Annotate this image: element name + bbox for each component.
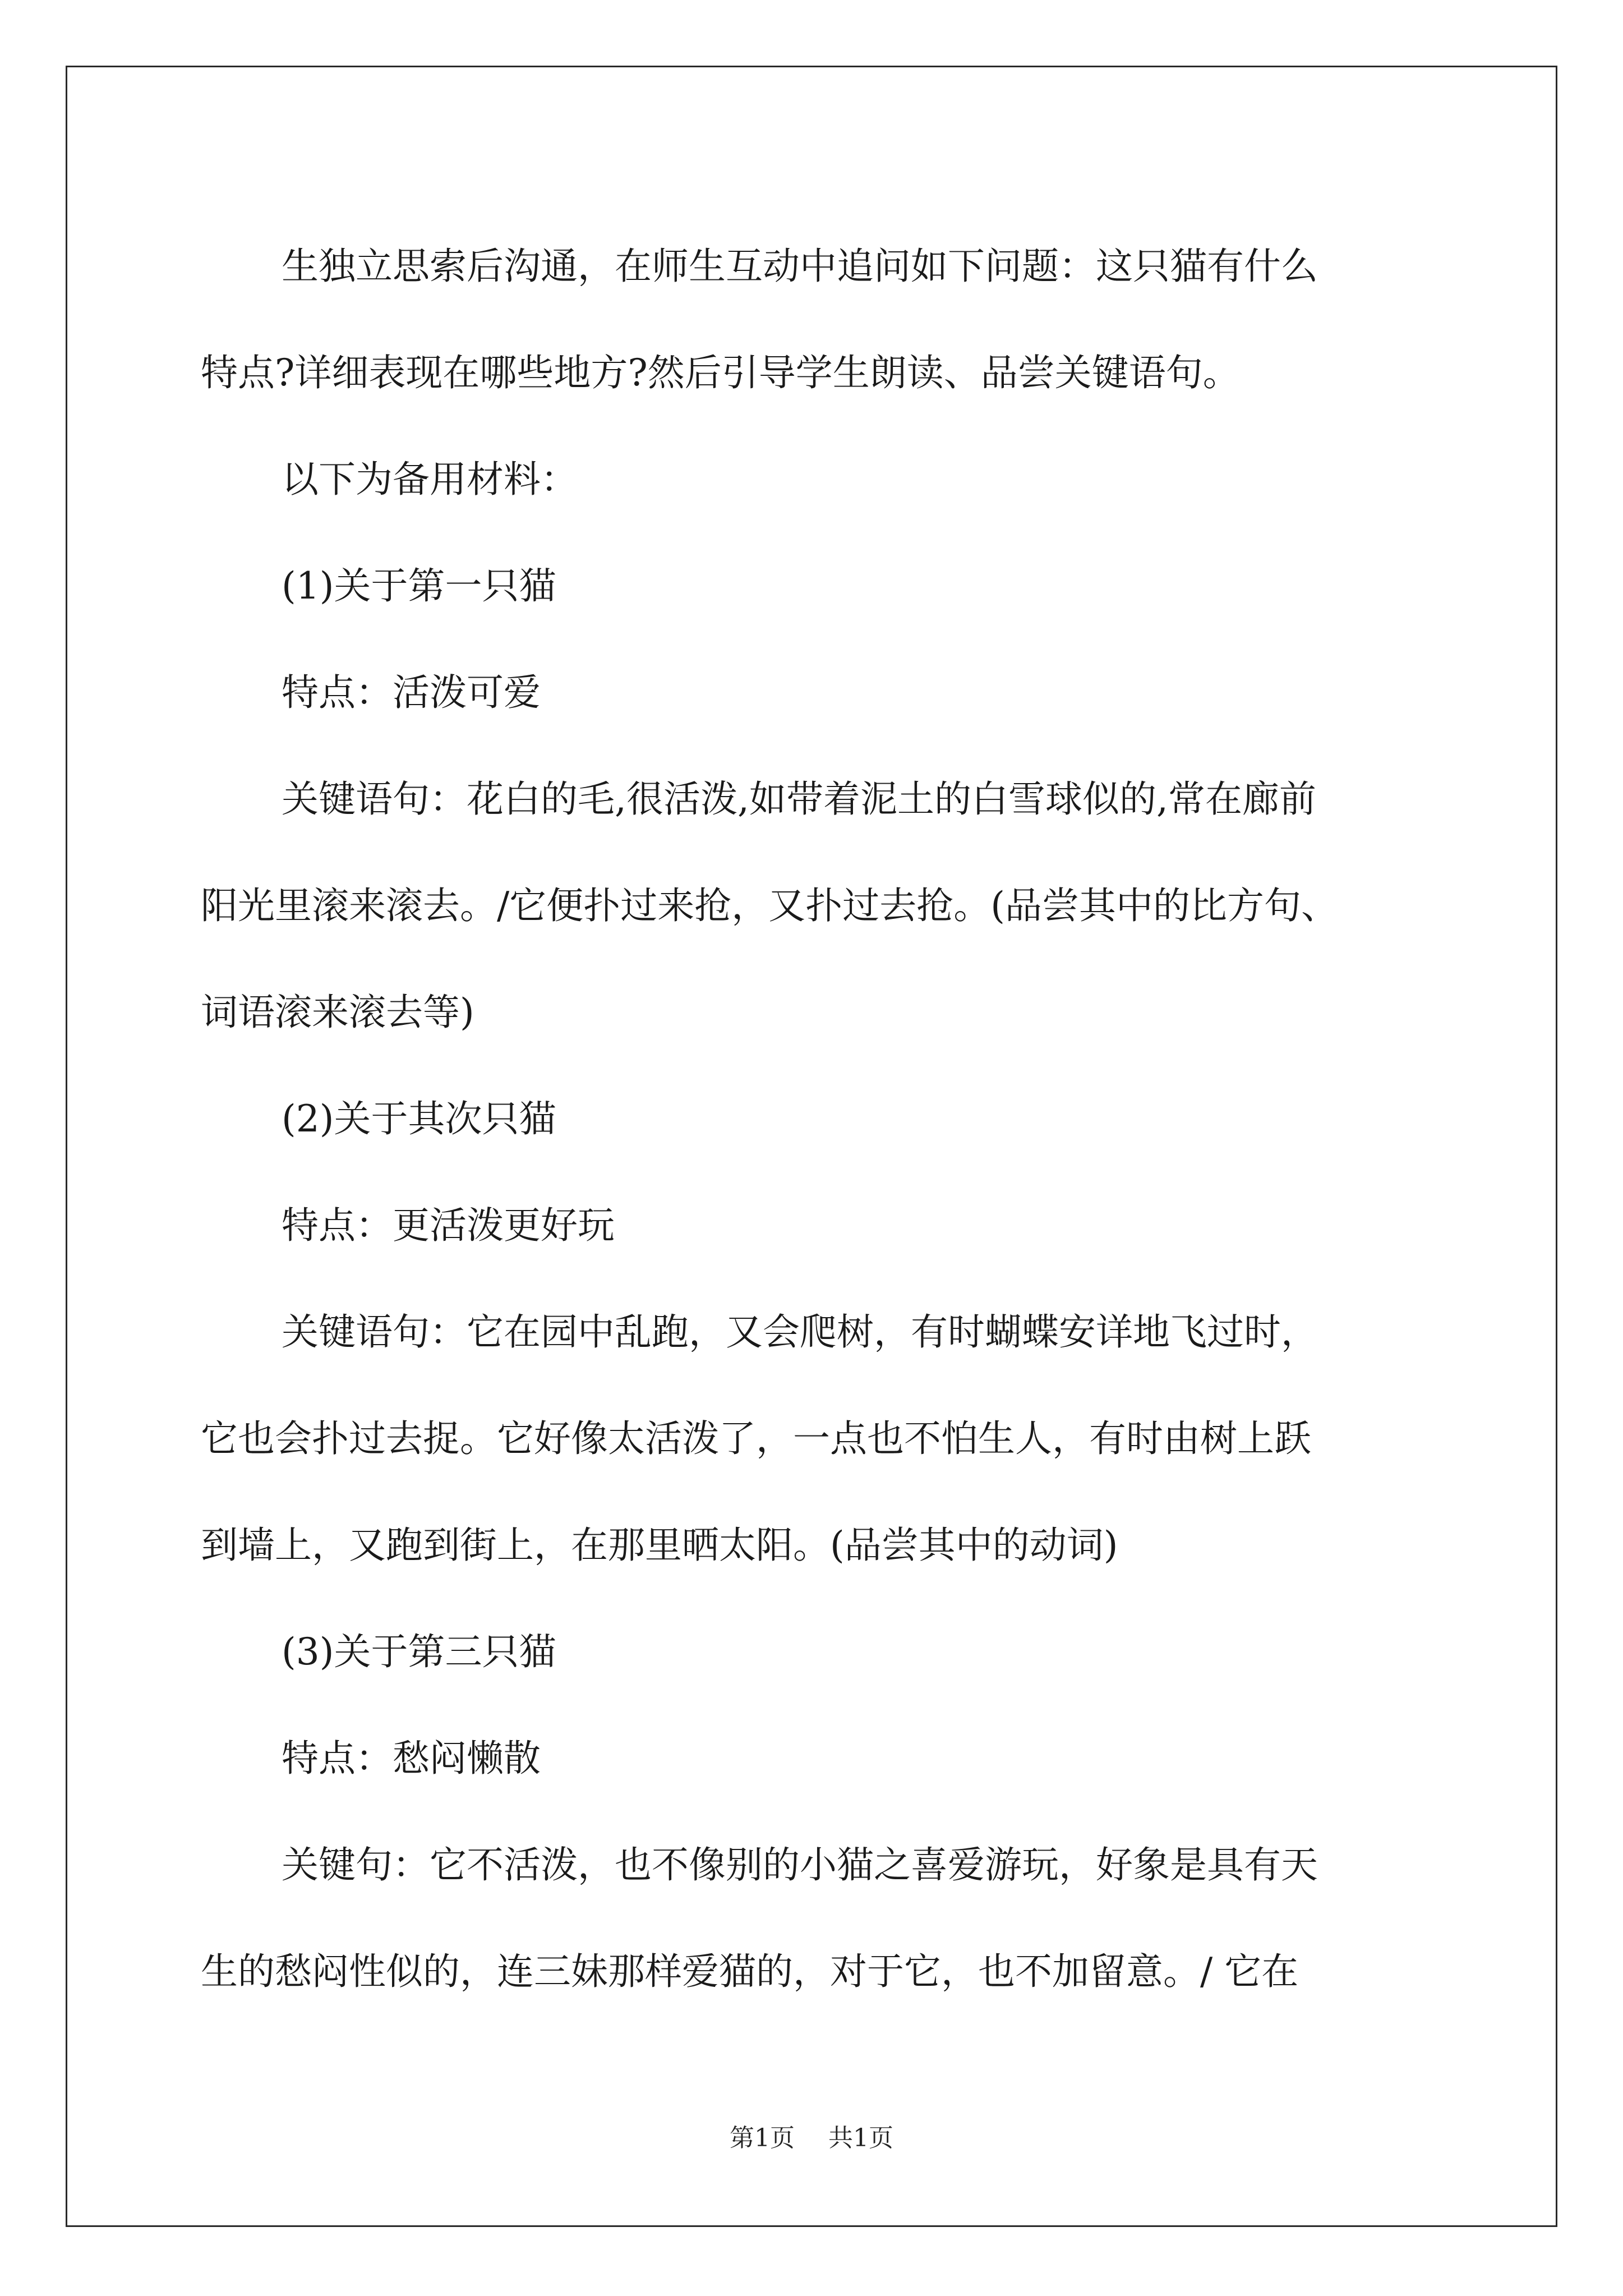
page-number: 第1页: [730, 2124, 795, 2152]
paragraph-line: 特点：愁闷懒散: [282, 1737, 541, 1780]
paragraph-line: 关键语句：花白的毛,很活泼,如带着泥土的白雪球似的,常在廊前: [282, 777, 1316, 821]
section-heading: (3)关于第三只猫: [282, 1630, 556, 1673]
page-total: 共1页: [828, 2124, 893, 2152]
paragraph-line: 生的愁闷性似的，连三妹那样爱猫的，对于它，也不加留意。/ 它在: [201, 1950, 1299, 1993]
paragraph-line: 以下为备用材料：: [282, 458, 578, 501]
paragraph-line: 关键句：它不活泼，也不像别的小猫之喜爱游玩，好象是具有天: [282, 1843, 1318, 1887]
paragraph-line: 特点：活泼可爱: [282, 671, 541, 714]
paragraph-line: 特点：更活泼更好玩: [282, 1204, 615, 1247]
paragraph-line: 特点?详细表现在哪些地方?然后引导学生朗读、品尝关键语句。: [201, 351, 1240, 394]
paragraph-line: 阳光里滚来滚去。/它便扑过来抢，又扑过去抢。(品尝其中的比方句、: [201, 884, 1338, 927]
paragraph-line: 词语滚来滚去等): [201, 991, 474, 1034]
page-footer: [0, 2122, 1623, 2155]
paragraph-line: 关键语句：它在园中乱跑，又会爬树，有时蝴蝶安详地飞过时，: [282, 1310, 1318, 1354]
section-heading: (2)关于其次只猫: [282, 1097, 556, 1140]
paragraph-line: 生独立思索后沟通，在师生互动中追问如下问题：这只猫有什么: [282, 245, 1318, 288]
paragraph-line: 它也会扑过去捉。它好像太活泼了，一点也不怕生人，有时由树上跃: [201, 1417, 1311, 1460]
document-body: [201, 213, 1435, 2025]
paragraph-line: 到墙上，又跑到街上，在那里晒太阳。(品尝其中的动词): [201, 1524, 1118, 1567]
section-heading: (1)关于第一只猫: [282, 564, 556, 608]
